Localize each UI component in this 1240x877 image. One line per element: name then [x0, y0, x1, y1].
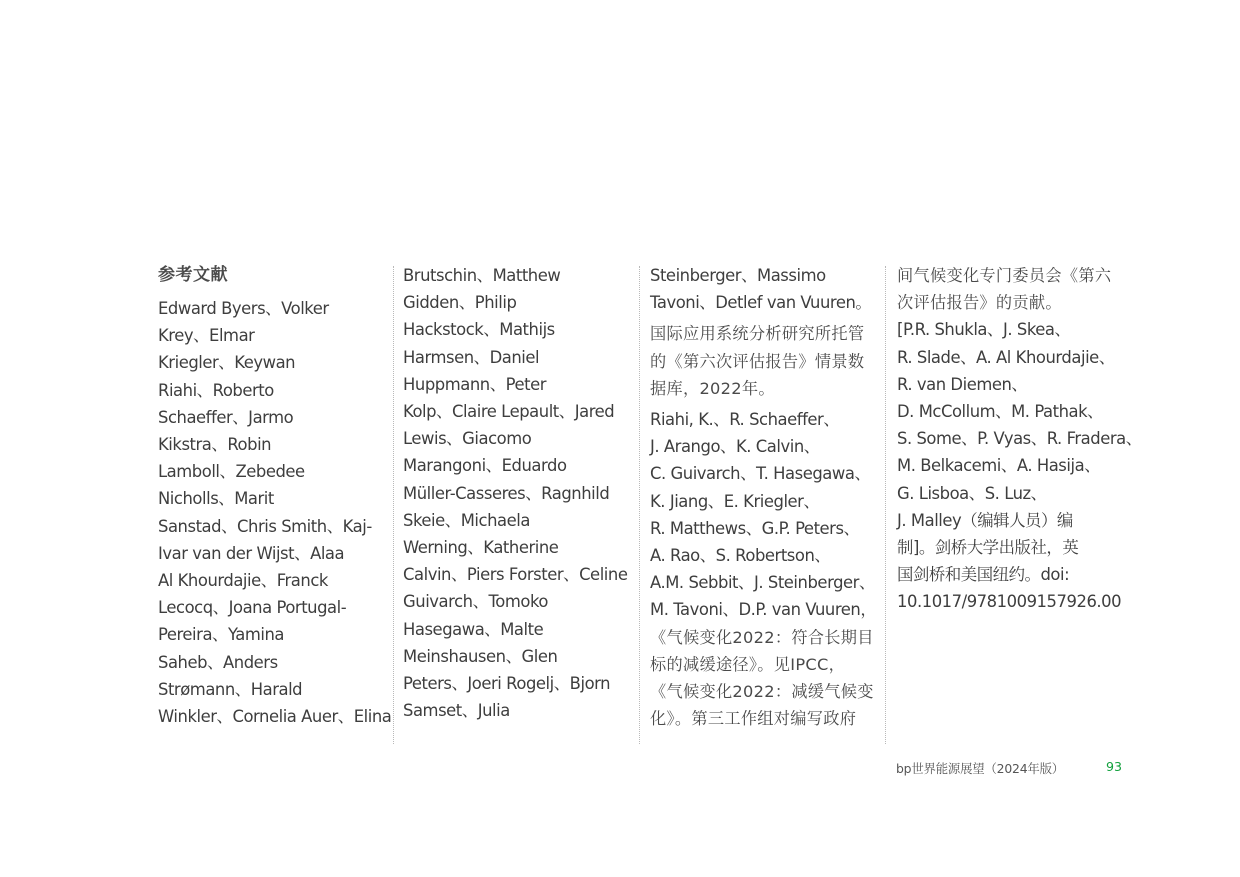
reference-line: Riahi, K.、R. Schaeffer、: [650, 410, 840, 430]
reference-line: Ivar van der Wijst、Alaa: [158, 543, 345, 563]
reference-line: S. Some、P. Vyas、R. Fradera、: [897, 429, 1142, 449]
reference-line: 制]。剑桥大学出版社，英: [897, 538, 1079, 558]
reference-line: Gidden、Philip: [403, 293, 517, 313]
reference-line: 次评估报告》的贡献。: [897, 293, 1062, 313]
reference-line: 据库，2022年。: [650, 378, 775, 398]
reference-line: Kikstra、Robin: [158, 435, 272, 455]
reference-line: Guivarch、Tomoko: [403, 592, 548, 612]
reference-line: Werning、Katherine: [403, 538, 559, 558]
reference-line: 《气候变化2022：减缓气候变: [650, 682, 874, 702]
reference-line: Edward Byers、Volker: [158, 299, 329, 318]
column-divider: [639, 266, 640, 744]
reference-line: Meinshausen、Glen: [403, 646, 558, 666]
reference-line: 化》。第三工作组对编写政府: [650, 709, 857, 729]
reference-column-2: [403, 262, 639, 744]
reference-line: 国际应用系统分析研究所托管: [650, 324, 865, 344]
reference-line: R. Slade、A. Al Khourdajie、: [897, 347, 1115, 367]
reference-list: [650, 406, 886, 624]
reference-line: Harmsen、Daniel: [403, 347, 540, 367]
reference-line: Calvin、Piers Forster、Celine: [403, 565, 628, 585]
reference-list: [897, 262, 1125, 316]
reference-line: G. Lisboa、S. Luz、: [897, 483, 1047, 503]
reference-line: K. Jiang、E. Kriegler、: [650, 491, 820, 511]
reference-line: 间气候变化专门委员会《第六: [897, 266, 1112, 285]
reference-line: M. Tavoni、D.P. van Vuuren，: [650, 600, 877, 620]
reference-line: Skeie、Michaela: [403, 510, 530, 530]
reference-line: 《气候变化2022：符合长期目: [650, 627, 874, 647]
reference-line: C. Guivarch、T. Hasegawa、: [650, 464, 871, 484]
reference-line: Riahi、Roberto: [158, 380, 274, 400]
reference-line: Lewis、Giacomo: [403, 429, 532, 449]
reference-list: [650, 320, 886, 402]
reference-line: Hackstock、Mathijs: [403, 320, 555, 340]
reference-line: [P.R. Shukla、J. Skea、: [897, 320, 1071, 340]
reference-line: Lecocq、Joana Portugal-: [158, 598, 347, 618]
reference-line: J. Malley（编辑人员）编: [897, 510, 1073, 530]
reference-line: D. McCollum、M. Pathak、: [897, 402, 1104, 422]
reference-list: [158, 295, 390, 730]
reference-line: 国剑桥和美国纽约。doi:: [897, 565, 1070, 585]
reference-line: 标的减缓途径》。见IPCC，: [650, 654, 846, 674]
reference-line: Steinberger、Massimo: [650, 266, 826, 285]
reference-line: Schaeffer、Jarmo: [158, 407, 294, 427]
reference-list: [650, 624, 886, 733]
reference-line: 的《第六次评估报告》情景数: [650, 351, 865, 371]
reference-column-3: [650, 262, 886, 744]
page-number: 93: [1106, 759, 1123, 774]
reference-line: Nicholls、Marit: [158, 489, 274, 509]
reference-line: Sanstad、Chris Smith、Kaj-: [158, 516, 372, 536]
reference-line: Winkler、Cornelia Auer、Elina: [158, 707, 392, 727]
reference-column-4: [897, 262, 1142, 744]
reference-line: Krey、Elmar: [158, 326, 255, 346]
references-section: [158, 262, 1142, 744]
reference-line: Kriegler、Keywan: [158, 353, 296, 373]
reference-line: Müller-Casseres、Ragnhild: [403, 483, 610, 503]
reference-line: Strømann、Harald: [158, 679, 303, 699]
reference-line: Pereira、Yamina: [158, 625, 285, 645]
reference-line: M. Belkacemi、A. Hasija、: [897, 456, 1101, 476]
reference-line: Al Khourdajie、Franck: [158, 571, 328, 591]
reference-line: A.M. Sebbit、J. Steinberger、: [650, 573, 875, 593]
column-divider: [393, 266, 394, 744]
reference-list: [403, 262, 639, 724]
reference-line: R. van Diemen、: [897, 374, 1028, 394]
reference-line: Huppmann、Peter: [403, 374, 547, 394]
reference-line: Saheb、Anders: [158, 652, 278, 672]
reference-line: Lamboll、Zebedee: [158, 462, 305, 482]
reference-line: Kolp、Claire Lepault、Jared: [403, 402, 615, 422]
reference-column-1: [158, 262, 390, 744]
reference-line: Brutschin、Matthew: [403, 266, 561, 285]
reference-line: Hasegawa、Malte: [403, 619, 544, 639]
reference-list: [650, 262, 886, 316]
reference-line: Tavoni、Detlef van Vuuren。: [650, 293, 872, 313]
reference-line: Peters、Joeri Rogelj、Bjorn: [403, 674, 611, 694]
reference-line: Samset、Julia: [403, 701, 510, 721]
reference-line: A. Rao、S. Robertson、: [650, 546, 831, 566]
reference-line: Marangoni、Eduardo: [403, 456, 567, 476]
reference-line: 10.1017/9781009157926.00: [897, 592, 1122, 612]
footer-title: bp世界能源展望（2024年版）: [896, 761, 1064, 776]
reference-line: J. Arango、K. Calvin、: [650, 437, 820, 457]
references-heading: 参考文献: [158, 265, 228, 285]
reference-line: R. Matthews、G.P. Peters、: [650, 518, 860, 538]
reference-list: [897, 316, 1142, 615]
